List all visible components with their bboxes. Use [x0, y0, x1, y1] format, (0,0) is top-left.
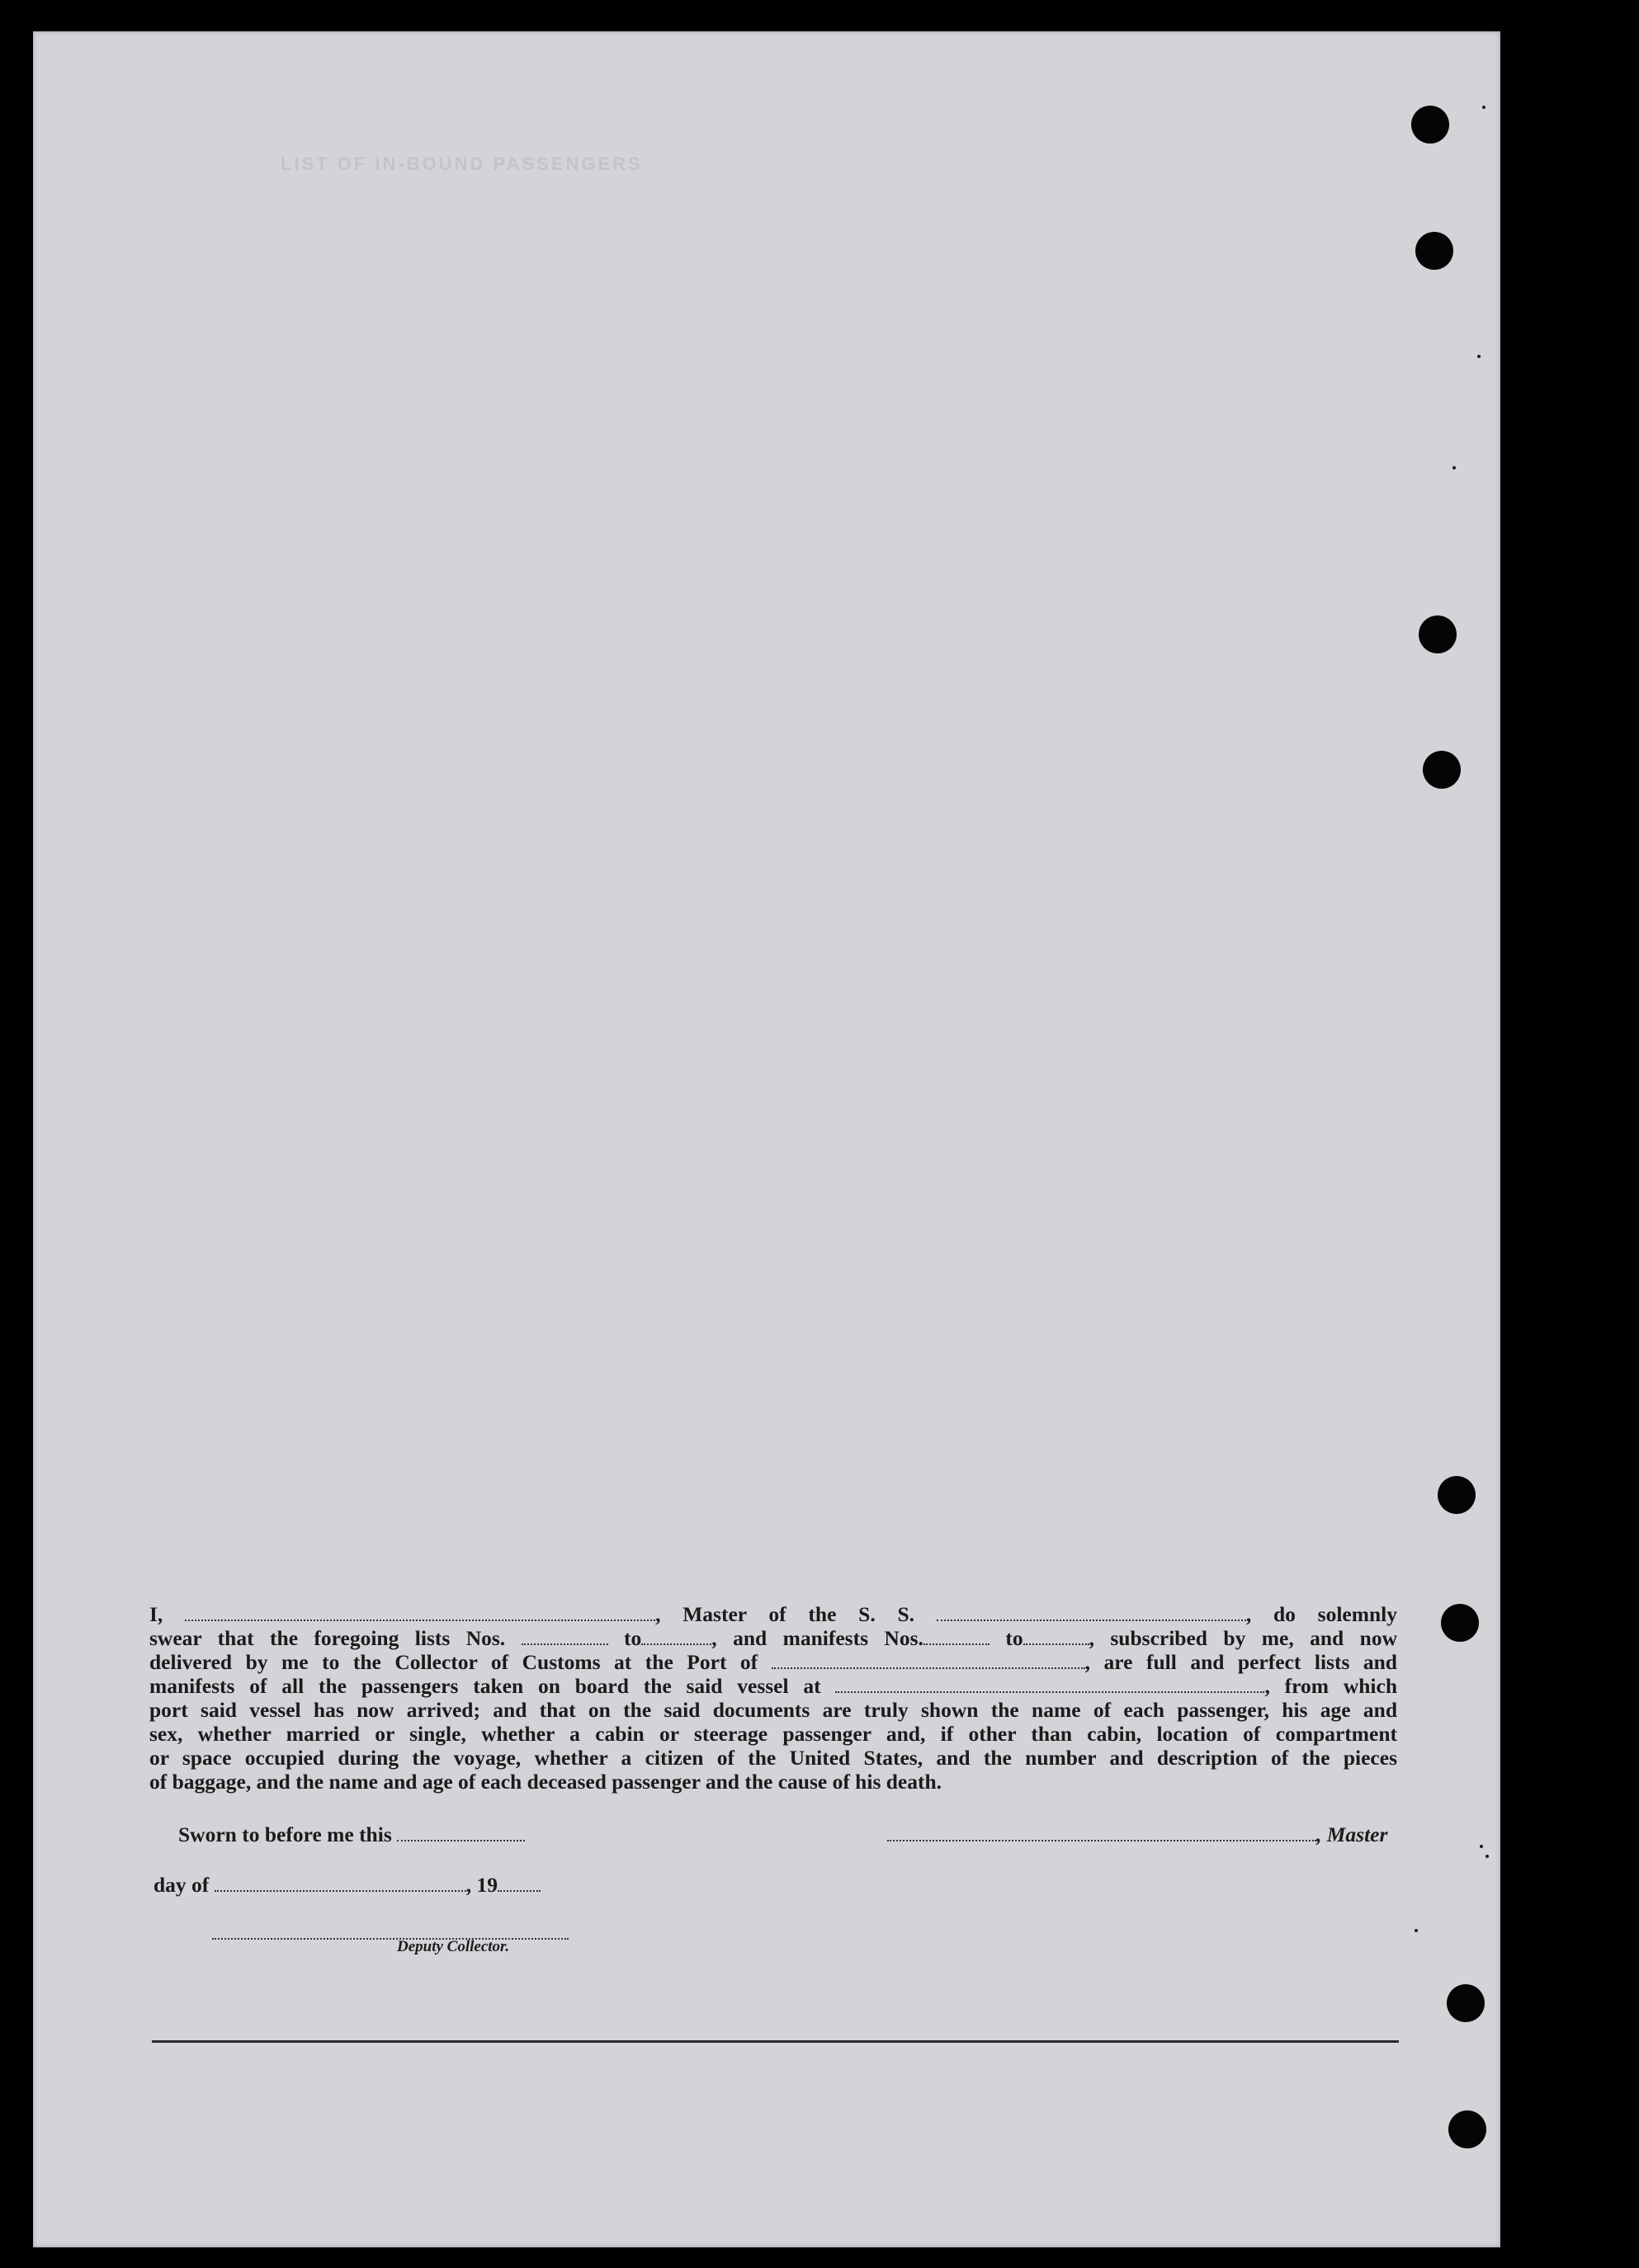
oath-and-manifests: , and manifests Nos.: [711, 1626, 923, 1650]
oath-to-1: to: [624, 1626, 642, 1650]
oath-line-6: sex, whether married or single, whether a cabin or steerage passenger and, if other than cabin, location of compartment: [149, 1722, 1397, 1746]
oath-solemnly: , do solemnly: [1245, 1602, 1397, 1626]
oath-line-7: or space occupied during the voyage, whether a citizen of the United States, and the number and description of the pieces: [149, 1746, 1397, 1770]
scan-speck: [1477, 355, 1481, 358]
manifest-to-blank: [1023, 1627, 1089, 1645]
year-label: , 19: [465, 1873, 498, 1897]
day-of-label: day of: [154, 1873, 210, 1897]
oath-full-perfect: , are full and perfect lists and: [1084, 1650, 1397, 1674]
sworn-line: [178, 1822, 525, 1847]
oath-line-8: of baggage, and the name and age of each deceased passenger and the cause of his death.: [149, 1770, 942, 1794]
oath-line-3: [149, 1650, 1397, 1674]
oath-line-5: port said vessel has now arrived; and that on the said documents are truly shown the name of each passenger, his age and: [149, 1698, 1397, 1722]
oath-delivered: delivered by me to the Collector of Customs at the Port of: [149, 1650, 758, 1674]
port-blank: [772, 1651, 1085, 1669]
scan-speck: [1415, 1929, 1418, 1932]
vessel-name-blank: [937, 1603, 1246, 1621]
oath-subscribed: , subscribed by me, and now: [1089, 1626, 1397, 1650]
punch-hole: [1441, 1604, 1479, 1642]
day-of-line: [154, 1873, 541, 1898]
punch-hole: [1419, 615, 1457, 653]
sworn-date-blank: [397, 1823, 525, 1841]
master-label: , Master: [1316, 1822, 1388, 1846]
deputy-collector-label: Deputy Collector.: [397, 1938, 510, 1955]
list-from-blank: [522, 1627, 608, 1645]
faded-list-title: LIST OF IN-BOUND PASSENGERS: [281, 153, 643, 174]
manifest-from-blank: [923, 1627, 990, 1645]
manifest-page: [33, 31, 1500, 2247]
master-name-blank: [185, 1603, 655, 1621]
punch-hole: [1411, 106, 1449, 144]
oath-line-1: [149, 1602, 1397, 1626]
sworn-label: Sworn to before me this: [178, 1822, 392, 1846]
scan-speck: [1452, 466, 1456, 469]
oath-from-which: , from which: [1264, 1674, 1397, 1698]
oath-line-2: [149, 1626, 1397, 1650]
oath-master-of: , Master of the S. S.: [655, 1602, 915, 1626]
master-oath: [149, 1602, 1397, 1794]
month-blank: [215, 1874, 466, 1892]
oath-line-4: [149, 1674, 1397, 1698]
oath-manifests-all: manifests of all the passengers taken on board the said vessel at: [149, 1674, 821, 1698]
scan-speck: [1485, 1855, 1489, 1858]
scan-speck: [1480, 1845, 1483, 1848]
oath-i: I,: [149, 1602, 163, 1626]
punch-hole: [1447, 1984, 1485, 2022]
punch-hole: [1438, 1476, 1476, 1514]
punch-hole: [1423, 751, 1461, 789]
embark-port-blank: [835, 1675, 1264, 1693]
punch-hole: [1415, 232, 1453, 270]
master-signature-blank: [887, 1823, 1316, 1841]
oath-to-2: to: [1005, 1626, 1023, 1650]
master-signature-line: [887, 1822, 1387, 1847]
punch-hole: [1448, 2110, 1486, 2148]
bottom-rule: [152, 2040, 1399, 2043]
year-blank: [498, 1874, 541, 1892]
oath-swear: swear that the foregoing lists Nos.: [149, 1626, 506, 1650]
list-to-blank: [641, 1627, 711, 1645]
deputy-signature-blank: [212, 1921, 569, 1940]
scan-speck: [1482, 106, 1485, 109]
